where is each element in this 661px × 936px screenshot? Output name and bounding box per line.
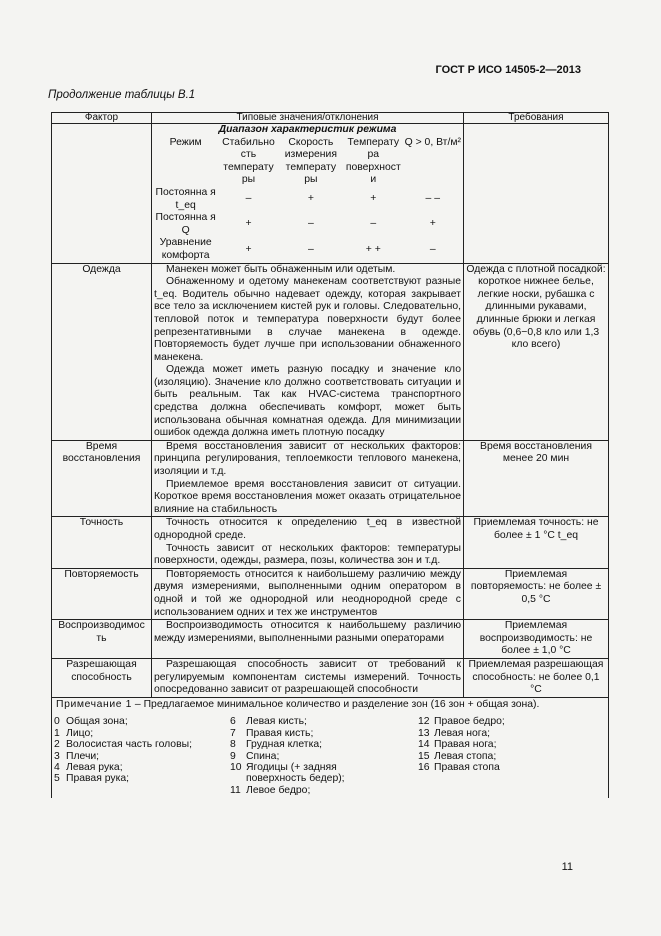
mode-value: – — [429, 243, 436, 255]
value-paragraph: Разрешающая способность зависит от требований к регулируемым компонентам системы измерений. Точность опосредованно зависит от разрешающей способности — [154, 658, 461, 696]
mode-row — [154, 187, 461, 212]
table-row-accuracy — [52, 517, 609, 568]
standard-number: ГОСТ Р ИСО 14505-2—2013 — [435, 64, 581, 76]
zone-number: 3 — [54, 750, 60, 762]
mode-range-cell — [152, 124, 464, 264]
value-paragraph: Одежда может иметь разную посадку и значение кло (изоляцию). Значение кло должно соответствовать ситуации и быть реальным. Так как HVAC-система транспортного средства должна обеспечивать комфорт, может быть использована обычная комнатная одежда. Для минимизации ошибок одежда должна иметь плотную посадку — [154, 364, 461, 439]
zone-item — [230, 785, 418, 796]
column-header-factor: Фактор — [52, 113, 152, 124]
value-paragraph: Повторяемость относится к наибольшему различию между двумя измерениями, выполненными одним оператором в одной и той же однородной или неоднородной среде с использованием одних и тех же инструментов — [154, 568, 461, 618]
mode-range-requirement-cell — [464, 124, 609, 264]
note-label: Примечание 1 — [56, 698, 133, 710]
mode-header: Режим — [169, 136, 202, 148]
value-paragraph: Время восстановления зависит от нескольких факторов: принципа регулирования, теплоемкости теплового манекена, изоляции и т.д. — [154, 440, 461, 478]
zone-label: Ягодицы (+ задняя поверхность бедер); — [246, 761, 345, 785]
zone-number: 13 — [418, 727, 430, 739]
requirements-table — [51, 112, 609, 798]
table-row-reproducibility — [52, 620, 609, 659]
zone-item — [418, 728, 505, 739]
note-cell — [52, 697, 609, 798]
mode-range-table — [154, 137, 461, 263]
zone-item — [54, 728, 230, 739]
mode-value: + — [245, 218, 252, 230]
mode-value: + — [429, 218, 436, 230]
zone-number: 9 — [230, 750, 236, 762]
zone-label: Правая нога; — [434, 739, 497, 751]
note-body: – Предлагаемое минимальное количество и разделение зон (16 зон + общая зона). — [132, 698, 540, 710]
stability-header: Стабильно сть температу ры — [222, 136, 275, 186]
zone-number: 12 — [418, 716, 430, 728]
zone-number: 15 — [418, 750, 430, 762]
zone-number: 2 — [54, 739, 60, 751]
requirement-cell: Приемлемая точность: не более ± 1 °С t_eq — [464, 517, 609, 568]
zone-item — [54, 773, 230, 784]
zone-column — [54, 716, 230, 796]
factor-cell: Точность — [52, 517, 152, 568]
mode-name: Уравнение комфорта — [159, 237, 212, 261]
mode-range-row — [52, 124, 609, 264]
zone-label: Правое бедро; — [434, 716, 505, 728]
zone-number: 8 — [230, 739, 236, 751]
zone-item — [54, 762, 230, 773]
requirement-cell: Время восстановления менее 20 мин — [464, 440, 609, 517]
values-cell — [152, 568, 464, 619]
zone-label: Левая рука; — [66, 761, 123, 773]
speed-header: Скорость измерения температу ры — [284, 136, 337, 186]
zone-item — [418, 751, 505, 762]
value-paragraph: Приемлемое время восстановления зависит от ситуации. Короткое время восстановления может оказать отрицательное влияние на стабильность — [154, 478, 461, 515]
mode-value: + — [370, 193, 377, 205]
values-cell — [152, 517, 464, 568]
zone-item — [230, 751, 418, 762]
zone-list — [54, 712, 606, 798]
value-paragraph: Обнаженному и одетому манекенам соответствуют разные t_eq. Водитель обычно надевает одежду, которая закрывает все тело за исключением кистей рук и головы. Следовательно, тепловой поток и температура поверхности будут более репрезентативными в случае манекена в одежде. Повторяемость будет лучше при использовании обнаженного манекена. — [154, 276, 461, 363]
mode-value: + — [245, 243, 252, 255]
zone-label: Правая стопа — [434, 761, 500, 773]
zone-column — [230, 716, 418, 796]
zone-label: Волосистая часть головы; — [66, 739, 192, 751]
values-cell — [152, 263, 464, 440]
zone-number: 14 — [418, 739, 430, 751]
zone-number: 11 — [230, 784, 241, 796]
zone-item — [418, 739, 505, 750]
mode-value: – — [307, 218, 314, 230]
table-row-clothing — [52, 263, 609, 440]
mode-name: Постоянна я Q — [155, 212, 216, 236]
table-row-resolution — [52, 658, 609, 697]
surface-temp-header: Температу ра поверхност и — [345, 136, 401, 186]
mode-value: – — [307, 243, 314, 255]
zone-number: 0 — [54, 716, 60, 728]
values-cell — [152, 440, 464, 517]
zone-item — [54, 751, 230, 762]
values-cell — [152, 620, 464, 659]
requirement-cell: Приемлемая разрешающая способность: не более 0,1 °С — [464, 658, 609, 697]
mode-value: + + — [365, 243, 381, 255]
zone-item — [418, 716, 505, 727]
value-paragraph: Точность относится к определению t_eq в известной однородной среде. — [154, 517, 461, 541]
zone-number: 10 — [230, 761, 242, 773]
table-continuation-caption: Продолжение таблицы В.1 — [48, 89, 196, 101]
zone-number: 7 — [230, 727, 236, 739]
requirement-cell: Приемлемая повторяемость: не более ± 0,5 °С — [464, 568, 609, 619]
zone-number: 1 — [54, 727, 60, 739]
mode-row — [154, 237, 461, 262]
mode-value: – — [245, 193, 252, 205]
mode-range-header — [154, 137, 461, 187]
zone-item — [54, 716, 230, 727]
zone-item — [230, 728, 418, 739]
column-header-requirements: Требования — [464, 113, 609, 124]
zone-label: Правая рука; — [66, 773, 130, 785]
zone-item — [230, 762, 418, 785]
zone-number: 6 — [230, 716, 236, 728]
table-header-row — [52, 113, 609, 124]
mode-range-title: Диапазон характеристик режима — [218, 124, 397, 135]
factor-cell: Воспроизводимос ть — [52, 620, 152, 659]
zone-label: Спина; — [246, 750, 280, 762]
zone-label: Общая зона; — [66, 716, 128, 728]
mode-value: – – — [425, 193, 440, 205]
zone-label: Правая кисть; — [246, 727, 314, 739]
zone-label: Плечи; — [66, 750, 100, 762]
table-row-recovery-time — [52, 440, 609, 517]
zone-label: Левая стопа; — [434, 750, 497, 762]
factor-cell: Разрешающая способность — [52, 658, 152, 697]
factor-cell: Одежда — [52, 263, 152, 440]
mode-range-factor-cell — [52, 124, 152, 264]
zone-label: Левая кисть; — [246, 716, 307, 728]
values-cell — [152, 658, 464, 697]
mode-value: – — [370, 218, 377, 230]
zone-label: Лицо; — [66, 727, 94, 739]
zone-item — [54, 739, 230, 750]
zone-label: Левая нога; — [434, 727, 491, 739]
value-paragraph: Точность зависит от нескольких факторов: температуры поверхности, одежды, размера, позы, количества зон и т.д. — [154, 542, 461, 567]
factor-cell: Время восстановления — [52, 440, 152, 517]
zone-item — [418, 762, 505, 773]
heat-flux-header: Q > 0, Вт/м² — [404, 136, 461, 148]
zone-item — [230, 739, 418, 750]
column-header-values: Типовые значения/отклонения — [152, 113, 464, 124]
mode-value: + — [307, 193, 314, 205]
requirement-cell: Приемлемая воспроизводимость: не более ± 1,0 °С — [464, 620, 609, 659]
requirement-cell: Одежда с плотной посадкой: короткое нижнее белье, легкие носки, рубашка с длинными рукавами, длинные брюки и легкая обувь (0,6−0,8 кло или 1,3 кло всего) — [464, 263, 609, 440]
note-row — [52, 697, 609, 798]
zone-label: Левое бедро; — [246, 784, 311, 796]
page-number: 11 — [561, 861, 573, 873]
zone-number: 5 — [54, 773, 60, 785]
zone-number: 16 — [418, 761, 430, 773]
table-row-repeatability — [52, 568, 609, 619]
value-paragraph: Манекен может быть обнаженным или одетым. — [166, 263, 396, 275]
value-paragraph: Воспроизводимость относится к наибольшему различию между измерениями, выполненными разными операторами — [154, 620, 461, 644]
zone-number: 4 — [54, 761, 60, 773]
mode-row — [154, 212, 461, 237]
factor-cell: Повторяемость — [52, 568, 152, 619]
zone-label: Грудная клетка; — [246, 739, 323, 751]
note-text — [54, 698, 606, 713]
mode-name: Постоянна я t_eq — [155, 186, 216, 211]
zone-item — [230, 716, 418, 727]
zone-column — [418, 716, 505, 796]
